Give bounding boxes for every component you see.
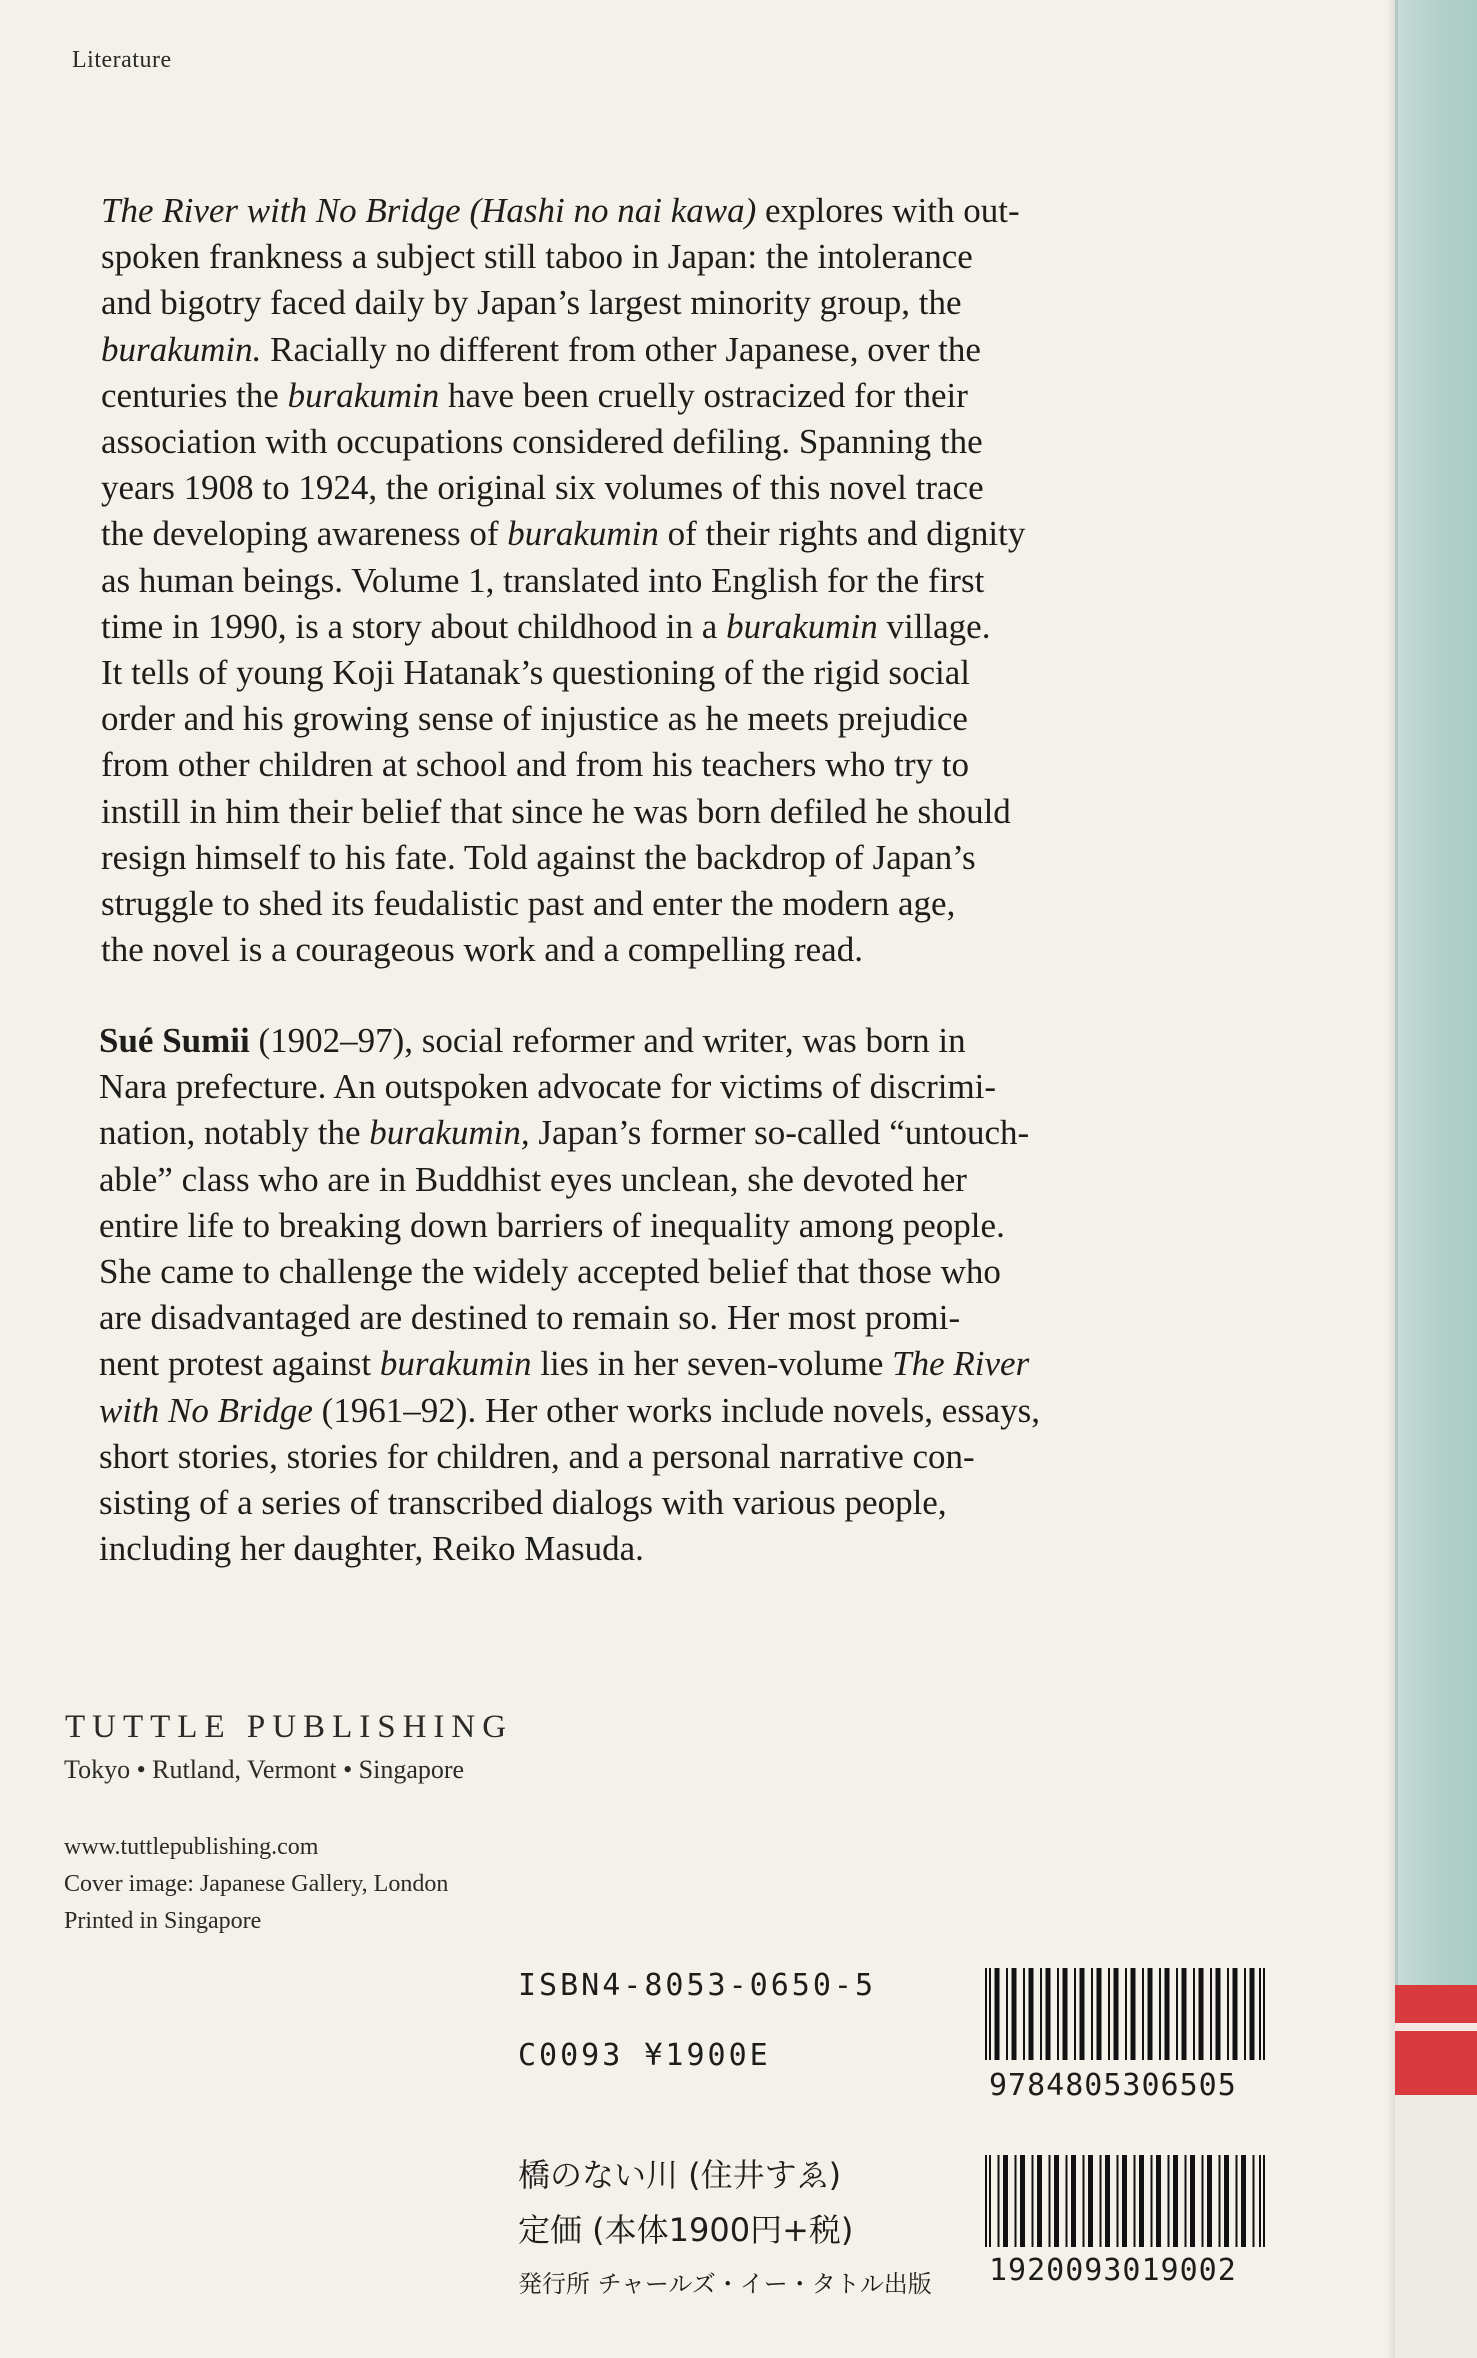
blurb-line <box>101 419 1241 465</box>
publisher-name: TUTTLE PUBLISHING <box>65 1709 514 1745</box>
price-barcode-icon <box>985 2155 1265 2247</box>
blurb-text-run: order and his growing sense of injustice as he meets prejudice <box>101 699 968 739</box>
barcode-bar <box>1114 1968 1119 2060</box>
barcode-bar <box>1250 1968 1255 2060</box>
bio-text-run: short stories, stories for children, and a personal narrative con- <box>99 1436 975 1476</box>
barcode-bar <box>1100 2155 1102 2247</box>
barcode-bar <box>985 1968 987 2060</box>
barcode-bar <box>1148 1968 1153 2060</box>
blurb-text-run: spoken frankness a subject still taboo in Japan: the intolerance <box>101 237 973 277</box>
bio-text-run: She came to challenge the widely accepted belief that those who <box>99 1252 1001 1292</box>
barcode-bar <box>1046 1968 1051 2060</box>
blurb-line <box>101 835 1241 881</box>
barcode-bar <box>1263 2155 1265 2247</box>
bio-text-run: with No Bridge <box>99 1390 313 1430</box>
barcode-bar <box>1066 2155 1068 2247</box>
blurb-text-run: Racially no different from other Japanese, over the <box>261 329 981 369</box>
barcode-bar <box>1233 1968 1238 2060</box>
spine-blue-band <box>1395 0 1477 1985</box>
bio-line <box>99 1388 1241 1434</box>
blurb-text-run: resign himself to his fate. Told against the backdrop of Japan’s <box>101 837 976 877</box>
barcode-bar <box>1125 1968 1127 2060</box>
barcode-bar <box>1168 2155 1170 2247</box>
publisher-website[interactable]: www.tuttlepublishing.com <box>64 1834 319 1860</box>
barcode-bar <box>1190 2155 1195 2247</box>
bio-line <box>99 1249 1241 1295</box>
publisher-cities: Tokyo • Rutland, Vermont • Singapore <box>64 1755 465 1784</box>
barcode-bar <box>1049 2155 1051 2247</box>
barcode-bar <box>1244 1968 1246 2060</box>
printed-location: Printed in Singapore <box>64 1908 262 1934</box>
bio-line <box>99 1110 1241 1156</box>
bio-text-run: able” class who are in Buddhist eyes unclean, she devoted her <box>99 1159 967 1199</box>
blurb-line <box>101 881 1241 927</box>
isbn-barcode-icon <box>985 1968 1265 2060</box>
bio-line <box>99 1480 1241 1526</box>
blurb-text-run: burakumin <box>726 606 878 646</box>
blurb-text-run: burakumin <box>507 514 659 554</box>
bio-text-run: sisting of a series of transcribed dialogs with various people, <box>99 1483 947 1523</box>
blurb-line <box>101 234 1241 280</box>
author-biography <box>99 1018 1241 1572</box>
bio-text-run: entire life to breaking down barriers of inequality among people. <box>99 1205 1005 1245</box>
blurb-text-run: instill in him their belief that since he was born defiled he should <box>101 791 1011 831</box>
blurb-text-run: the novel is a courageous work and a compelling read. <box>101 930 863 970</box>
bio-line <box>99 1157 1241 1203</box>
barcode-bar <box>1236 2155 1238 2247</box>
blurb-text-run: association with occupations considered defiling. Spanning the <box>101 422 983 462</box>
blurb-line <box>101 696 1241 742</box>
bio-text-run: lies in her seven-volume <box>531 1344 893 1384</box>
barcode-bar <box>1057 1968 1059 2060</box>
barcode-bar <box>1224 2155 1229 2247</box>
category-label: Literature <box>72 47 172 73</box>
isbn-barcode-number: 9784805306505 <box>989 2068 1237 2103</box>
barcode-bar <box>1207 2155 1212 2247</box>
barcode-bar <box>1134 2155 1136 2247</box>
barcode-bar <box>995 1968 1000 2060</box>
barcode-bar <box>1210 1968 1212 2060</box>
barcode-bar <box>1185 2155 1187 2247</box>
blurb-line <box>101 465 1241 511</box>
blurb-text-run: It tells of young Koji Hatanak’s questioning of the rigid social <box>101 653 971 693</box>
blurb-text-run: burakumin <box>287 375 440 415</box>
japanese-price: 定価 (本体1900円+税) <box>518 2211 854 2249</box>
barcode-bar <box>1173 2155 1178 2247</box>
barcode-bar <box>998 2155 1000 2247</box>
barcode-bar <box>1074 1968 1076 2060</box>
publication-info <box>64 1829 448 1940</box>
blurb-text-run: of their rights and dignity <box>658 514 1026 554</box>
blurb-text-run: the developing awareness of <box>101 514 508 554</box>
bio-text-run: including her daughter, Reiko Masuda. <box>99 1529 644 1569</box>
barcode-bar <box>1003 2155 1008 2247</box>
barcode-bar <box>1253 2155 1255 2247</box>
barcode-bar <box>1241 2155 1246 2247</box>
barcode-bar <box>1159 1968 1161 2060</box>
barcode-bar <box>1139 2155 1144 2247</box>
barcode-bar <box>1088 2155 1093 2247</box>
barcode-bar <box>1259 1968 1261 2060</box>
barcode-bar <box>1176 1968 1178 2060</box>
blurb-text-run: The River with No Bridge (Hashi no nai kawa) <box>101 191 757 230</box>
blurb-text-run: centuries the <box>101 375 288 415</box>
barcode-bar <box>1227 1968 1229 2060</box>
book-description <box>101 188 1241 973</box>
bio-line <box>99 1295 1241 1341</box>
barcode-bar <box>1117 2155 1119 2247</box>
barcode-bar <box>1012 1968 1017 2060</box>
barcode-bar <box>1015 2155 1017 2247</box>
bio-line <box>99 1018 1241 1064</box>
bio-text-run: (1961–92). Her other works include novels, essays, <box>312 1390 1040 1430</box>
price-code-text: C0093 ¥1900E <box>518 2038 771 2073</box>
spine-red-band <box>1395 1985 1477 2095</box>
barcode-bar <box>1199 1968 1204 2060</box>
bio-line <box>99 1203 1241 1249</box>
barcode-bar <box>1131 1968 1136 2060</box>
barcode-bar <box>1216 1968 1221 2060</box>
bio-line <box>99 1434 1241 1480</box>
cover-image-credit: Cover image: Japanese Gallery, London <box>64 1871 449 1897</box>
blurb-text-run: years 1908 to 1924, the original six volumes of this novel trace <box>101 468 984 508</box>
blurb-line <box>101 927 1241 973</box>
blurb-line <box>101 558 1241 604</box>
blurb-line <box>101 188 1241 234</box>
isbn-text: ISBN4-8053-0650-5 <box>518 1968 877 2003</box>
bio-text-run: burakumin, <box>369 1113 530 1153</box>
price-barcode-number: 1920093019002 <box>989 2253 1237 2288</box>
bio-text-run: burakumin <box>379 1344 532 1384</box>
japanese-title: 橋のない川 (住井すゑ) <box>518 2156 842 2194</box>
bio-text-run: (1902–97), social reformer and writer, was born in <box>249 1021 966 1060</box>
barcode-bar <box>1029 1968 1034 2060</box>
blurb-line <box>101 511 1241 557</box>
barcode-bar <box>1165 1968 1170 2060</box>
bio-text-run: nent protest against <box>99 1344 380 1384</box>
blurb-text-run: from other children at school and from his teachers who try to <box>101 745 969 785</box>
barcode-bar <box>1091 1968 1093 2060</box>
barcode-bar <box>1182 1968 1187 2060</box>
spine-white-stripe <box>1395 2023 1477 2031</box>
barcode-bar <box>1142 1968 1144 2060</box>
barcode-bar <box>1020 2155 1025 2247</box>
barcode-bar <box>1040 1968 1042 2060</box>
barcode-bar <box>989 1968 991 2060</box>
blurb-text-run: explores with out- <box>756 191 1020 230</box>
blurb-line <box>101 373 1241 419</box>
barcode-bar <box>1219 2155 1221 2247</box>
bio-line <box>99 1526 1241 1572</box>
blurb-line <box>101 604 1241 650</box>
barcode-bar <box>1156 2155 1161 2247</box>
barcode-bar <box>1032 2155 1034 2247</box>
barcode-bar <box>1193 1968 1195 2060</box>
barcode-bar <box>1105 2155 1110 2247</box>
bio-text-run: The River <box>892 1344 1030 1384</box>
barcode-bar <box>1259 2155 1261 2247</box>
blurb-line <box>101 650 1241 696</box>
blurb-text-run: time in 1990, is a story about childhood in a <box>101 606 727 646</box>
blurb-text-run: and bigotry faced daily by Japan’s largest minority group, the <box>101 283 962 323</box>
barcode-bar <box>1063 1968 1068 2060</box>
blurb-line <box>101 280 1241 326</box>
barcode-bar <box>1151 2155 1153 2247</box>
blurb-text-run: have been cruelly ostracized for their <box>439 375 968 415</box>
barcode-bar <box>1054 2155 1059 2247</box>
blurb-line <box>101 742 1241 788</box>
bio-text-run: Japan’s former so-called “untouch- <box>529 1113 1030 1153</box>
blurb-text-run: as human beings. Volume 1, translated into English for the first <box>101 560 985 600</box>
barcode-bar <box>1080 1968 1085 2060</box>
japanese-publisher: 発行所 チャールズ・イー・タトル出版 <box>518 2270 932 2298</box>
blurb-line <box>101 789 1241 835</box>
barcode-bar <box>1071 2155 1076 2247</box>
barcode-bar <box>1122 2155 1127 2247</box>
barcode-bar <box>989 2155 991 2247</box>
blurb-line <box>101 327 1241 373</box>
blurb-text-run: struggle to shed its feudalistic past and enter the modern age, <box>101 884 956 924</box>
blurb-text-run: burakumin. <box>101 329 262 369</box>
bio-line <box>99 1341 1241 1387</box>
barcode-bar <box>1006 1968 1008 2060</box>
barcode-bar <box>1037 2155 1042 2247</box>
blurb-text-run: village. <box>877 606 991 646</box>
barcode-bar <box>1097 1968 1102 2060</box>
barcode-bar <box>1202 2155 1204 2247</box>
bio-text-run: Nara prefecture. An outspoken advocate for victims of discrimi- <box>99 1067 997 1107</box>
bio-text-run: nation, notably the <box>99 1113 370 1153</box>
bio-text-run: Sué Sumii <box>99 1021 250 1060</box>
barcode-bar <box>1263 1968 1265 2060</box>
barcode-bar <box>1023 1968 1025 2060</box>
barcode-bar <box>1108 1968 1110 2060</box>
barcode-bar <box>985 2155 987 2247</box>
bio-line <box>99 1064 1241 1110</box>
barcode-bar <box>1083 2155 1085 2247</box>
spine-pale-band <box>1395 2095 1477 2358</box>
bio-text-run: are disadvantaged are destined to remain so. Her most promi- <box>99 1298 961 1338</box>
